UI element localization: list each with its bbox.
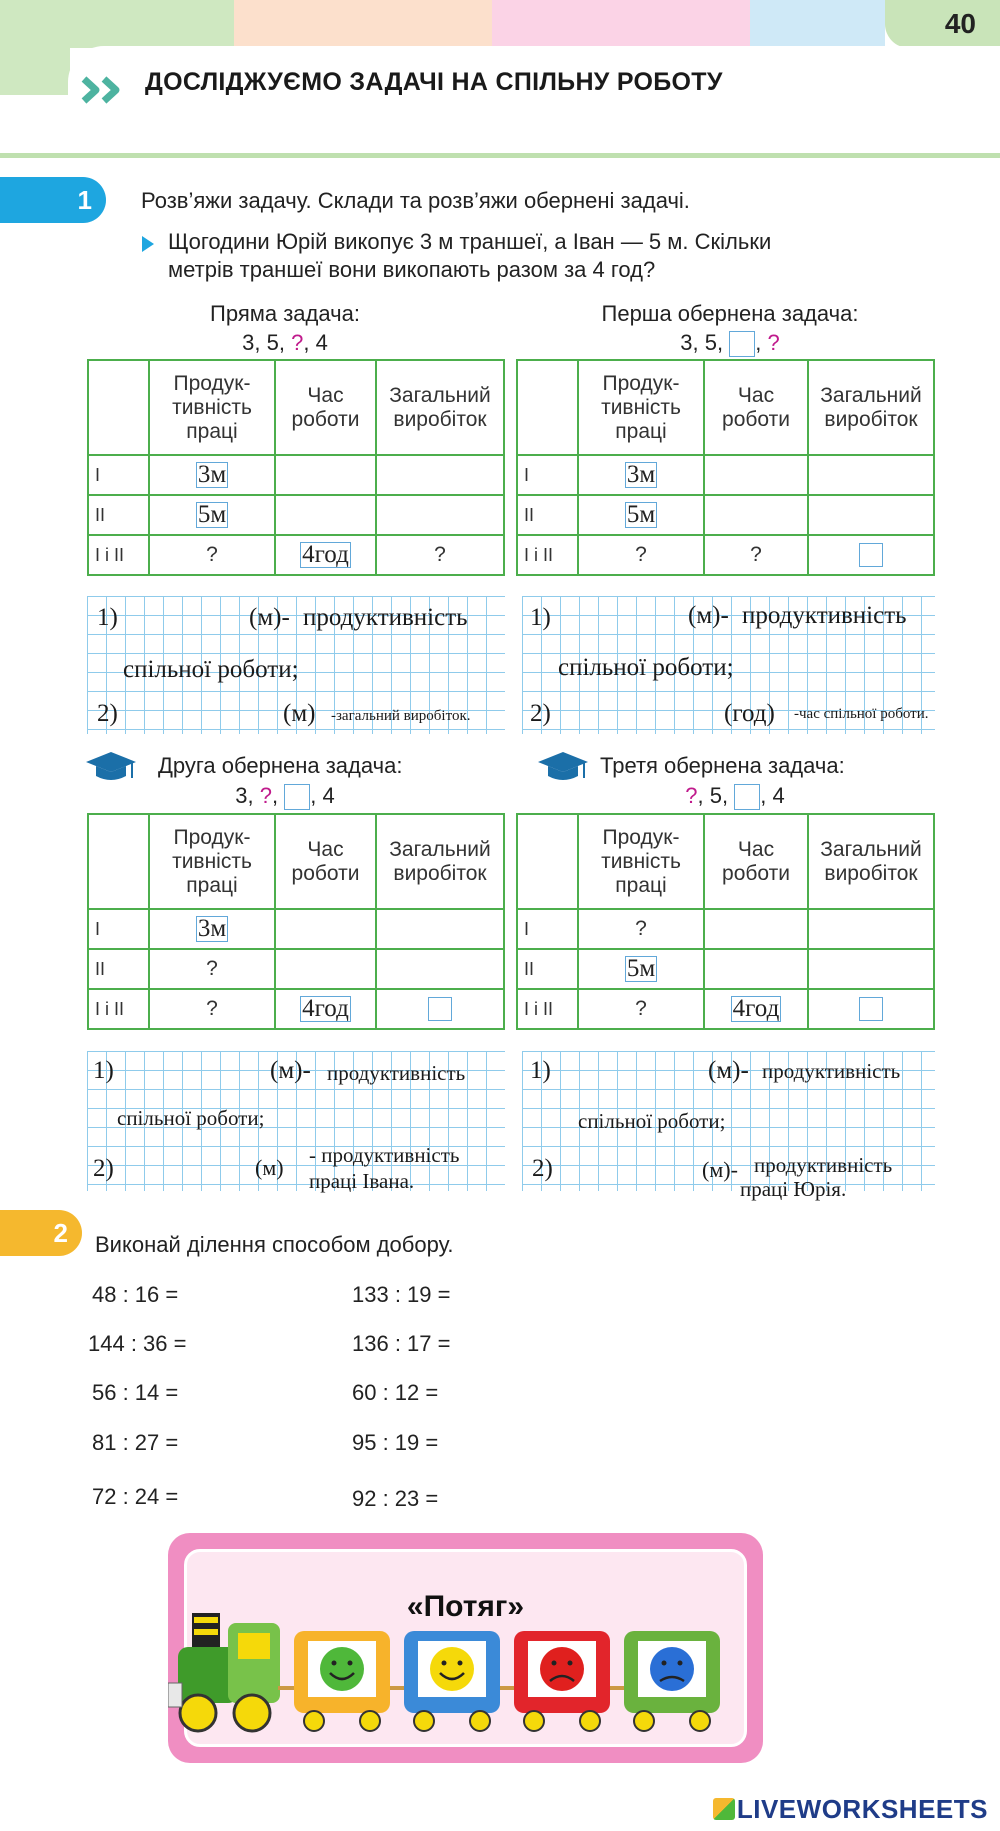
cell-total [808,989,934,1029]
wagon-blue [404,1631,500,1731]
header-divider [0,153,1000,158]
solution-grid-inverse1: 1) (м)- продуктивність спільної роботи; 2) (год) -час спільної роботи. [522,596,935,734]
face-happy-yellow [430,1647,474,1691]
face-worried-blue [650,1647,694,1691]
answer-field[interactable]: 3м [626,461,656,488]
answer-box[interactable] [729,331,755,357]
header-total: Загальний виробіток [376,814,504,909]
cell-prod: ? [578,909,704,949]
division-item[interactable]: 136 : 17 = [352,1331,451,1356]
header-time: Час роботи [704,814,808,909]
brand-badge-icon [713,1798,735,1820]
row-label: І [517,909,578,949]
brand-logo: LIVEWORKSHEETS [713,1794,988,1825]
cell-time [275,535,376,575]
answer-field[interactable]: (м)- [708,1057,749,1084]
row-label: І і ІІ [88,989,149,1029]
graduation-cap-icon [84,748,138,786]
division-item[interactable]: 144 : 36 = [88,1331,187,1356]
cell-total [376,455,504,495]
inverse1-task-title: Перша обернена задача: [601,301,859,326]
task-2-instruction: Виконай ділення способом добору. [95,1232,454,1257]
header-time: Час роботи [275,814,376,909]
header-productivity: Продук- тивність праці [149,360,275,455]
division-item[interactable]: 72 : 24 = [92,1484,179,1509]
answer-box[interactable] [734,784,760,810]
wagon-orange [294,1631,390,1731]
page-title: ДОСЛІДЖУЄМО ЗАДАЧІ НА СПІЛЬНУ РОБОТУ [145,68,723,96]
double-chevron-icon [80,76,130,104]
answer-field[interactable]: (м)- [249,604,290,631]
top-bar-blue [750,0,885,48]
division-item[interactable]: 60 : 12 = [352,1380,439,1405]
solution-grid-inverse2: 1) (м)- продуктивність спільної роботи; 2) (м) - продуктивність праці Івана. [87,1051,505,1191]
row-label: І [517,455,578,495]
division-item[interactable]: 92 : 23 = [352,1486,439,1511]
answer-box[interactable] [428,997,452,1021]
header-time: Час роботи [704,360,808,455]
row-label: ІІ [88,949,149,989]
header-time: Час роботи [275,360,376,455]
row-label: ІІ [517,495,578,535]
cell-prod: ? [149,535,275,575]
header-total: Загальний виробіток [376,360,504,455]
page-number-box [885,0,1000,48]
division-item[interactable]: 56 : 14 = [92,1380,179,1405]
answer-field[interactable]: 3м [197,461,227,488]
train-card [168,1533,763,1763]
train-title: «Потяг» [406,1590,525,1623]
division-item[interactable]: 95 : 19 = [352,1430,439,1455]
answer-field[interactable]: (год) [724,700,775,727]
division-item[interactable]: 81 : 27 = [92,1430,179,1455]
cell-prod [578,495,704,535]
cell-prod [149,909,275,949]
row-label: І [88,455,149,495]
cell-total [376,989,504,1029]
page-number: 40 [944,8,976,39]
answer-field[interactable]: (м) [255,1155,284,1180]
cell-prod: ? [149,949,275,989]
answer-field[interactable]: 5м [197,501,227,528]
solution-grid-direct: 1) (м)- продуктивність спільної роботи; 2) (м) -загальний виробіток. [87,596,505,734]
answer-box[interactable] [859,543,883,567]
task-1-number: 1 [0,177,106,223]
top-bar-peach [234,0,492,48]
answer-box[interactable] [859,997,883,1021]
cell-prod [578,455,704,495]
problem-line-1: Щогодини Юрій викопує 3 м траншеї, а Іван — 5 м. Скільки [168,229,772,254]
inverse3-task-seq: ?, 5, , 4 [640,783,830,810]
answer-field[interactable]: (м)- [702,1157,738,1182]
answer-field[interactable]: 4год [732,995,780,1022]
cell-prod: ? [578,989,704,1029]
row-label: І [88,909,149,949]
header-card [68,46,1000,156]
header-total: Загальний виробіток [808,814,934,909]
inverse2-task-title: Друга обернена задача: [158,753,403,778]
header-total: Загальний виробіток [808,360,934,455]
inverse1-table [516,359,935,576]
cell-total [376,495,504,535]
row-label: ІІ [88,495,149,535]
cell-time: ? [704,535,808,575]
wagon-red [514,1631,610,1731]
answer-box[interactable] [284,784,310,810]
answer-field[interactable]: 4год [302,995,349,1022]
header-productivity: Продук- тивність праці [149,814,275,909]
task-2-number: 2 [0,1210,82,1256]
wagon-green [624,1631,720,1731]
top-bar-pink [492,0,750,48]
row-label: І і ІІ [517,535,578,575]
cell-prod: ? [578,535,704,575]
inverse1-task-seq: 3, 5, , ? [570,330,890,357]
locomotive [168,1613,280,1731]
cell-time [275,989,376,1029]
direct-task-title: Пряма задача: [210,301,360,326]
inverse2-table [87,813,505,1030]
cell-prod [149,455,275,495]
graduation-cap-icon [536,748,590,786]
face-sad-red [540,1647,584,1691]
cell-prod: ? [149,989,275,1029]
cell-total [808,535,934,575]
cell-prod [578,949,704,989]
task-1-instruction: Розв’яжи задачу. Склади та розв’яжи обернені задачі. [141,188,690,213]
cell-time [275,495,376,535]
cell-total: ? [376,535,504,575]
answer-field[interactable]: (м) [283,700,316,727]
answer-field[interactable]: (м)- [688,602,729,629]
top-left-green-block [0,0,70,95]
row-label: ІІ [517,949,578,989]
answer-field[interactable]: (м)- [270,1057,311,1084]
inverse3-table [516,813,935,1030]
train-illustration [168,1603,763,1753]
division-item[interactable]: 133 : 19 = [352,1282,451,1307]
face-happy-green [320,1647,364,1691]
division-item[interactable]: 48 : 16 = [92,1282,179,1307]
problem-line-2: метрів траншеї вони викопають разом за 4 год? [168,257,656,282]
answer-field[interactable]: 4год [302,541,349,568]
cell-prod [149,495,275,535]
inverse2-task-seq: 3, ?, , 4 [200,783,370,810]
inverse3-task-title: Третя обернена задача: [600,753,845,778]
cell-time [275,455,376,495]
header-productivity: Продук- тивність праці [578,360,704,455]
header-productivity: Продук- тивність праці [578,814,704,909]
direct-task-seq: 3, 5, ?, 4 [242,330,328,355]
row-label: І і ІІ [517,989,578,1029]
answer-field[interactable]: 5м [626,955,656,982]
answer-field[interactable]: 5м [626,501,656,528]
bullet-arrow-icon [140,234,156,254]
answer-field[interactable]: 3м [197,915,227,942]
solution-grid-inverse3: 1) (м)- продуктивність спільної роботи; 2) (м)- продуктивність праці Юрія. [522,1051,935,1191]
cell-time [704,989,808,1029]
row-label: І і ІІ [88,535,149,575]
direct-table [87,359,505,576]
